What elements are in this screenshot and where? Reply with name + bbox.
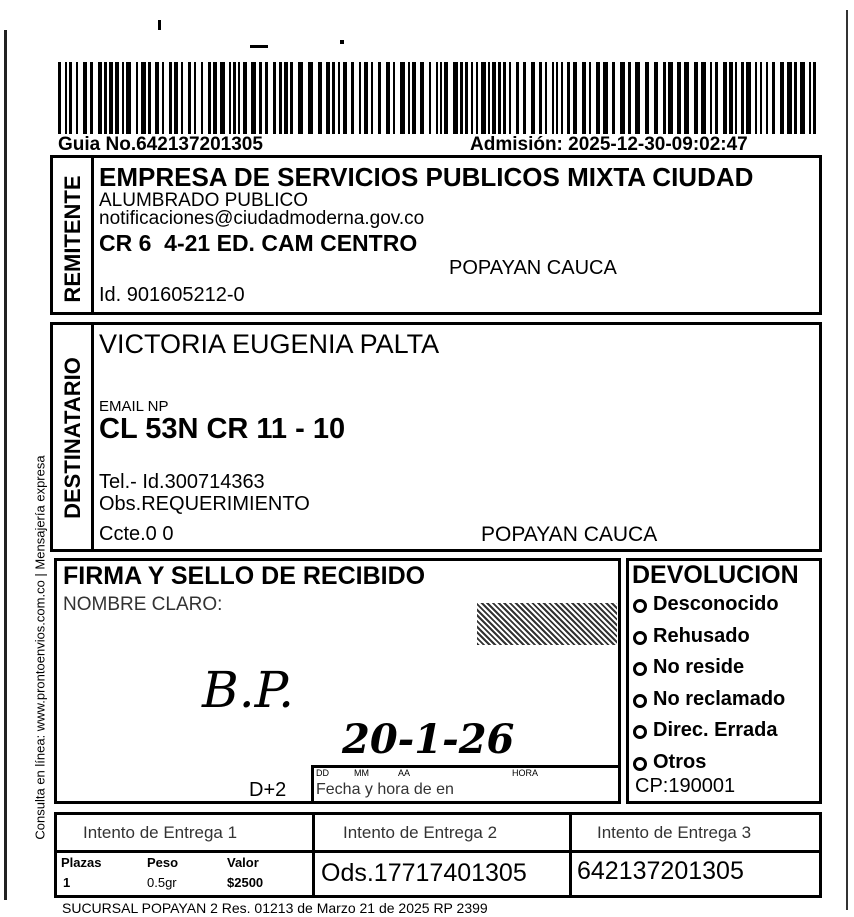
barcode-bar [755, 62, 757, 134]
barcode-bar [589, 62, 591, 134]
barcode-bar [141, 62, 146, 134]
barcode-bar [126, 62, 131, 134]
option-label: Direc. Errada [653, 719, 778, 741]
barcode-bar [596, 62, 600, 134]
barcode-bar [612, 62, 615, 134]
barcode-bar [787, 62, 792, 134]
barcode-bar [351, 62, 354, 134]
scan-edge [846, 10, 848, 910]
option-label: Desconocido [653, 593, 779, 615]
barcode-bar [213, 62, 217, 134]
barcode-bar [104, 62, 107, 134]
firma-title: FIRMA Y SELLO DE RECIBIDO [63, 562, 426, 590]
option-circle-icon [633, 725, 647, 739]
barcode-bar [201, 62, 203, 134]
date-hint-dd: DD [316, 768, 329, 778]
barcode-bar [386, 62, 390, 134]
remitente-divider [91, 158, 94, 312]
devolucion-section [626, 558, 822, 804]
destinatario-email: EMAIL NP [99, 398, 169, 415]
barcode-bar [780, 62, 784, 134]
destinatario-section [50, 322, 822, 552]
option-label: Otros [653, 750, 707, 773]
barcode-bar [772, 62, 775, 134]
devolucion-option [633, 656, 744, 679]
option-circle-icon [633, 757, 647, 771]
barcode-bar [208, 62, 211, 134]
barcode-bar [809, 62, 811, 134]
remitente-id: Id. 901605212-0 [99, 284, 245, 306]
barcode-bar [284, 62, 288, 134]
guia-number-footer: 642137201305 [577, 857, 744, 885]
barcode-bar [492, 62, 496, 134]
guia-number: Guia No.642137201305 [58, 134, 263, 155]
intento-2: Intento de Entrega 2 [343, 823, 498, 842]
barcode-bar [481, 62, 486, 134]
barcode-bar [573, 62, 577, 134]
barcode-bar [420, 62, 424, 134]
barcode-bar [523, 62, 526, 134]
barcode-bar [465, 62, 468, 134]
barcode-bar [259, 62, 262, 134]
destinatario-obs: Obs.REQUERIMIENTO [99, 493, 310, 515]
barcode-bar [408, 62, 410, 134]
barcode-bar [582, 62, 586, 134]
remitente-name: EMPRESA DE SERVICIOS PUBLICOS MIXTA CIUDAD [99, 162, 754, 192]
intentos-row [54, 812, 822, 852]
barcode-bar [58, 62, 61, 134]
barcode-bar [393, 62, 395, 134]
destinatario-ccte: Ccte.0 0 [99, 523, 174, 545]
barcode-bar [715, 62, 718, 134]
scan-speck [250, 45, 268, 48]
peso-value: 0.5gr [147, 875, 177, 890]
barcode-bar [332, 62, 335, 134]
scan-speck [340, 40, 344, 44]
barcode-bar [509, 62, 511, 134]
barcode-bar [326, 62, 330, 134]
barcode-bar [561, 62, 563, 134]
devolucion-title: DEVOLUCION [632, 561, 799, 589]
barcode-bar [746, 62, 751, 134]
option-label: No reclamado [653, 687, 786, 710]
barcode-bar [556, 62, 558, 134]
d-plus: D+2 [249, 779, 287, 801]
redacted-stamp [477, 603, 617, 645]
valor-label: Valor [227, 855, 259, 870]
barcode-bar [668, 62, 673, 134]
devolucion-option [633, 751, 706, 774]
destinatario-tel: Tel.- Id.300714363 [99, 471, 265, 493]
barcode-bar [371, 62, 373, 134]
barcode-bar [498, 62, 501, 134]
barcode-bar [794, 62, 797, 134]
barcode-bar [378, 62, 381, 134]
intento-1: Intento de Entrega 1 [83, 823, 238, 842]
option-circle-icon [633, 694, 647, 708]
scan-speck [158, 20, 161, 30]
barcode-bar [109, 62, 113, 134]
barcode-bar [800, 62, 805, 134]
barcode-bar [813, 62, 816, 134]
barcode-bar [238, 62, 240, 134]
postal-code: CP:190001 [635, 775, 736, 797]
barcode-bar [298, 62, 303, 134]
barcode [58, 62, 818, 134]
barcode-bar [620, 62, 625, 134]
date-hint-mm: MM [354, 768, 369, 778]
plazas-value: 1 [63, 875, 71, 890]
firma-section [54, 558, 621, 804]
signature-initials: B.P. [202, 661, 295, 719]
barcode-bar [69, 62, 72, 134]
barcode-bar [181, 62, 183, 134]
barcode-bar [162, 62, 164, 134]
barcode-bar [148, 62, 151, 134]
barcode-bar [654, 62, 658, 134]
nombre-label: NOMBRE CLARO: [63, 594, 223, 615]
barcode-bar [98, 62, 102, 134]
destinatario-label: DESTINATARIO [60, 357, 85, 519]
intento-divider [569, 815, 572, 850]
barcode-bar [545, 62, 547, 134]
barcode-bar [429, 62, 431, 134]
footer-divider [569, 853, 572, 895]
remitente-line2: ALUMBRADO PUBLICO [99, 190, 309, 211]
signature-date: 20-1-26 [342, 716, 515, 763]
barcode-bar [701, 62, 706, 134]
barcode-bar [628, 62, 631, 134]
barcode-bar [318, 62, 322, 134]
footer-divider [312, 853, 315, 895]
barcode-bar [723, 62, 727, 134]
barcode-bar [220, 62, 225, 134]
barcode-bar [169, 62, 172, 134]
barcode-bar [188, 62, 191, 134]
barcode-bar [83, 62, 87, 134]
barcode-bar [663, 62, 666, 134]
remitente-label: REMITENTE [60, 175, 85, 303]
barcode-bar [273, 62, 276, 134]
scan-edge [4, 30, 7, 900]
date-hint-aa: AA [398, 768, 411, 778]
barcode-bar [488, 62, 490, 134]
side-website-text: Consulta en línea: www.prontoenvios.com.co | Mensajería expresa [32, 455, 48, 840]
valor-value: $2500 [227, 875, 264, 890]
barcode-bar [90, 62, 93, 134]
barcode-bar [338, 62, 340, 134]
barcode-bar [531, 62, 535, 134]
admission-date: Admisión: 2025-12-30-09:02:47 [470, 134, 748, 155]
remitente-city: POPAYAN CAUCA [449, 257, 617, 279]
barcode-bar [308, 62, 313, 134]
plazas-label: Plazas [61, 855, 102, 870]
barcode-bar [65, 62, 67, 134]
barcode-bar [603, 62, 608, 134]
barcode-bar [694, 62, 698, 134]
date-label: Fecha y hora de en [316, 781, 454, 798]
barcode-bar [440, 62, 442, 134]
destinatario-name: VICTORIA EUGENIA PALTA [99, 329, 440, 359]
barcode-bar [279, 62, 282, 134]
devolucion-option [633, 625, 750, 648]
barcode-bar [729, 62, 733, 134]
ods-number: Ods.17717401305 [321, 859, 527, 887]
barcode-bar [552, 62, 554, 134]
barcode-bar [453, 62, 458, 134]
option-circle-icon [633, 662, 647, 676]
barcode-bar [174, 62, 178, 134]
remitente-address: CR 6 4-21 ED. CAM CENTRO [99, 230, 418, 256]
barcode-bar [645, 62, 649, 134]
barcode-bar [243, 62, 247, 134]
barcode-bar [476, 62, 478, 134]
barcode-bar [444, 62, 448, 134]
bottom-line: SUCURSAL POPAYAN 2 Res. 01213 de Marzo 21 de 2025 RP 2399 [62, 900, 488, 916]
devolucion-option [633, 593, 779, 616]
barcode-bar [359, 62, 361, 134]
barcode-bar [503, 62, 506, 134]
remitente-section [50, 155, 822, 315]
barcode-bar [710, 62, 712, 134]
barcode-bar [516, 62, 519, 134]
barcode-bar [436, 62, 438, 134]
option-label: No reside [653, 656, 745, 678]
barcode-bar [539, 62, 542, 134]
barcode-bar [760, 62, 762, 134]
destinatario-address: CL 53N CR 11 - 10 [99, 413, 346, 445]
peso-label: Peso [147, 855, 179, 870]
barcode-bar [567, 62, 570, 134]
barcode-bar [251, 62, 256, 134]
barcode-bar [364, 62, 368, 134]
date-field-box [311, 765, 621, 804]
destinatario-city: POPAYAN CAUCA [481, 523, 658, 546]
barcode-bar [741, 62, 744, 134]
barcode-bar [735, 62, 737, 134]
barcode-bar [76, 62, 78, 134]
remitente-email: notificaciones@ciudadmoderna.gov.co [99, 208, 425, 229]
barcode-bar [412, 62, 416, 134]
barcode-bar [766, 62, 768, 134]
barcode-bar [136, 62, 138, 134]
barcode-bar [290, 62, 293, 134]
barcode-bar [122, 62, 124, 134]
barcode-bar [115, 62, 119, 134]
devolucion-option [633, 719, 778, 742]
barcode-bar [233, 62, 236, 134]
barcode-bar [155, 62, 159, 134]
barcode-bar [400, 62, 405, 134]
date-hint-hora: HORA [512, 768, 539, 778]
option-circle-icon [633, 599, 647, 613]
intento-divider [312, 815, 315, 850]
footer-row [54, 850, 822, 898]
barcode-bar [677, 62, 681, 134]
barcode-bar [635, 62, 640, 134]
barcode-bar [471, 62, 473, 134]
option-label: Rehusado [653, 624, 750, 647]
option-circle-icon [633, 631, 647, 645]
intento-3: Intento de Entrega 3 [597, 823, 752, 842]
barcode-bar [265, 62, 268, 134]
barcode-bar [684, 62, 689, 134]
devolucion-option [633, 688, 785, 711]
barcode-bar [229, 62, 231, 134]
barcode-bar [194, 62, 196, 134]
destinatario-divider [91, 325, 94, 549]
barcode-bar [460, 62, 463, 134]
barcode-bar [343, 62, 347, 134]
